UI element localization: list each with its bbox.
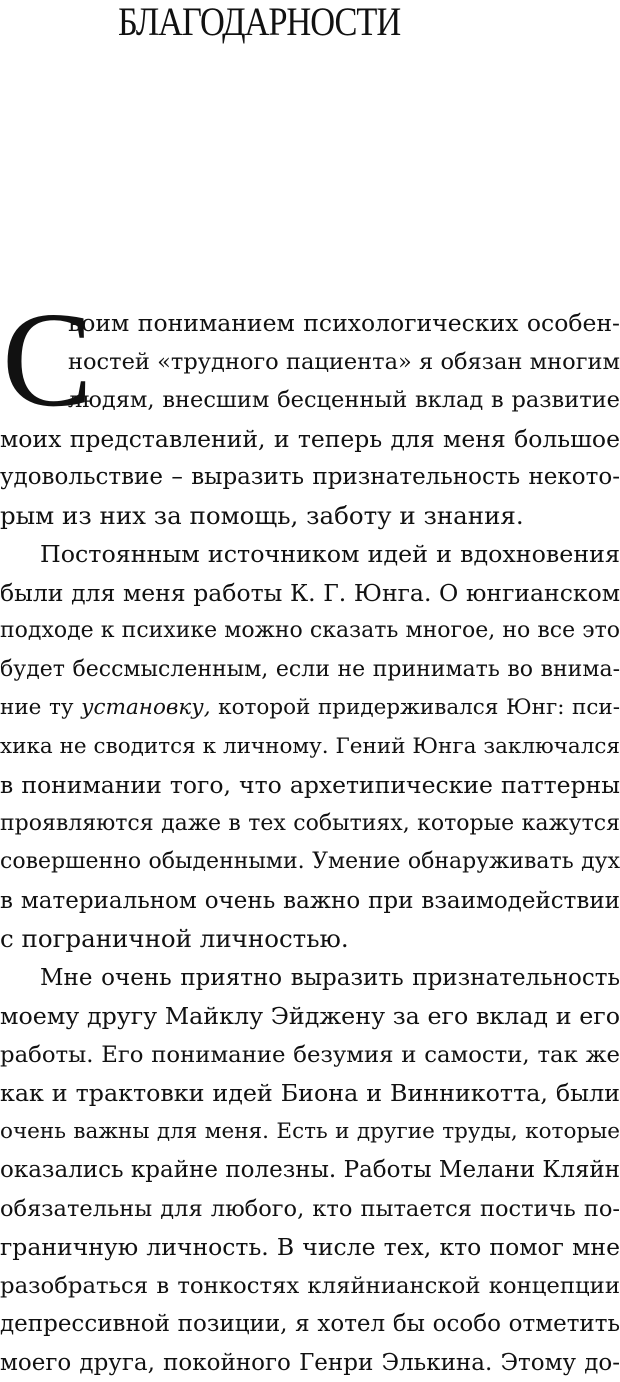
text-line: рым из них за помощь, заботу и знания. (0, 497, 620, 536)
text-line: Мне очень приятно выразить признательность (0, 959, 620, 998)
text-line: были для меня работы К. Г. Юнга. О юнгианском (0, 574, 620, 613)
text-line: удовольствие – выразить признательность некото- (0, 458, 620, 497)
text-line: очень важны для меня. Есть и другие труды, которые (0, 1113, 620, 1152)
text-segment: которой придерживался Юнг: пси- (211, 695, 620, 720)
page-title: БЛАГОДАРНОСТИ (118, 2, 400, 42)
text-line (0, 689, 620, 728)
body-text (0, 304, 620, 1382)
text-line: Постоянным источником идей и вдохновения (0, 535, 620, 574)
text-line: депрессивной позиции, я хотел бы особо отметить (0, 1305, 620, 1344)
text-line: в понимании того, что архетипические паттерны (0, 766, 620, 805)
text-line: оказались крайне полезны. Работы Мелани Кляйн (0, 1151, 620, 1190)
text-line: подходе к психике можно сказать многое, но все это (0, 612, 620, 651)
text-line: граничную личность. В числе тех, кто помог мне (0, 1228, 620, 1267)
text-line: моего друга, покойного Генри Элькина. Этому до- (0, 1344, 620, 1382)
text-line: воим пониманием психологических особен- (0, 304, 620, 343)
text-line: работы. Его понимание безумия и самости, так же (0, 1036, 620, 1075)
text-line: моему другу Майклу Эйджену за его вклад и его (0, 997, 620, 1036)
text-line: обязательны для любого, кто пытается постичь по- (0, 1190, 620, 1229)
text-line: в материальном очень важно при взаимодействии (0, 882, 620, 921)
text-line: проявляются даже в тех событиях, которые кажутся (0, 805, 620, 844)
text-line: ностей «трудного пациента» я обязан многим (0, 343, 620, 382)
text-line: хика не сводится к личному. Гений Юнга заключался (0, 728, 620, 767)
text-segment: ние ту (0, 695, 81, 720)
emphasis: установку, (81, 695, 210, 720)
text-line: моих представлений, и теперь для меня большое (0, 420, 620, 459)
text-line: разобраться в тонкостях кляйнианской концепции (0, 1267, 620, 1306)
drop-cap: С (2, 300, 93, 420)
text-line: людям, внесшим бесценный вклад в развитие (0, 381, 620, 420)
text-line: совершенно обыденными. Умение обнаруживать дух (0, 843, 620, 882)
text-line: с пограничной личностью. (0, 920, 620, 959)
text-line: будет бессмысленным, если не принимать во внима- (0, 651, 620, 690)
text-line: как и трактовки идей Биона и Винникотта, были (0, 1074, 620, 1113)
